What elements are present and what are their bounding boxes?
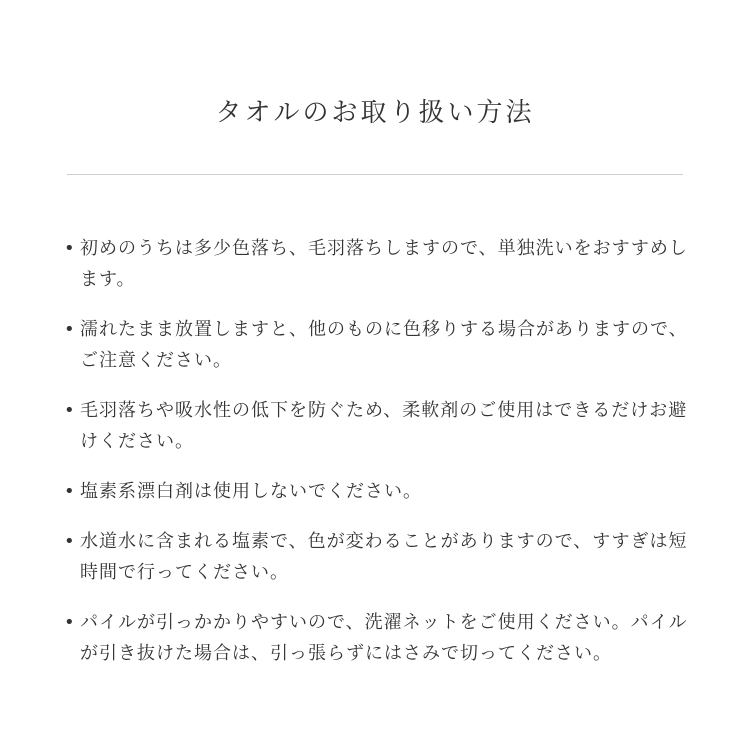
- bullet-icon: •: [64, 481, 76, 502]
- list-item: [64, 526, 694, 588]
- title-divider: [67, 174, 683, 175]
- bullet-icon: •: [64, 238, 76, 259]
- list-item: [64, 233, 694, 295]
- list-item: [64, 607, 694, 669]
- list-item: [64, 476, 694, 507]
- page-title: タオルのお取り扱い方法: [215, 98, 535, 128]
- bullet-icon: •: [64, 612, 76, 633]
- care-instructions-list: [64, 233, 694, 688]
- list-item-text: 初めのうちは多少色落ち、毛羽落ちしますので、単独洗いをおすすめします。: [80, 238, 688, 290]
- list-item: [64, 395, 694, 457]
- list-item-text: 水道水に含まれる塩素で、色が変わることがありますので、すすぎは短時間で行ってください。: [80, 531, 688, 583]
- list-item-text: パイルが引っかかりやすいので、洗濯ネットをご使用ください。パイルが引き抜けた場合は、引っ張らずにはさみで切ってください。: [80, 612, 688, 664]
- bullet-icon: •: [64, 400, 76, 421]
- list-item-text: 塩素系漂白剤は使用しないでください。: [80, 481, 422, 502]
- list-item-text: 毛羽落ちや吸水性の低下を防ぐため、柔軟剤のご使用はできるだけお避けください。: [80, 400, 688, 452]
- list-item: [64, 314, 694, 376]
- bullet-icon: •: [64, 319, 76, 340]
- list-item-text: 濡れたまま放置しますと、他のものに色移りする場合がありますので、ご注意ください。: [80, 319, 688, 371]
- bullet-icon: •: [64, 531, 76, 552]
